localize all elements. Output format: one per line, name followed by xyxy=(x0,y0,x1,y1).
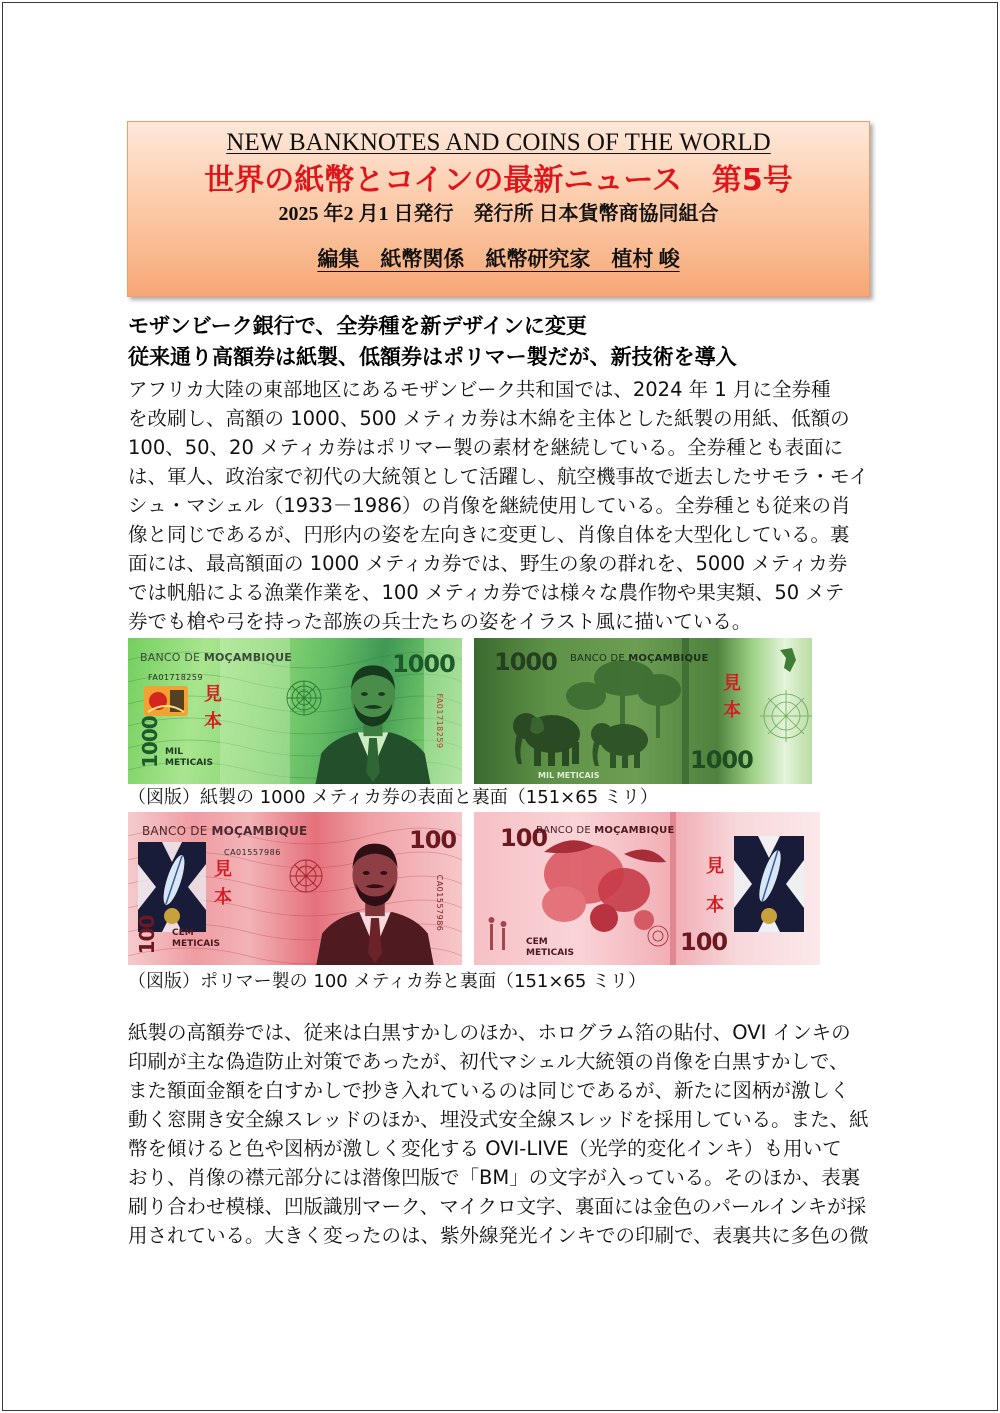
bank-name xyxy=(142,825,307,837)
denomination-numeral: 100 xyxy=(500,824,548,852)
unit-label: MIL METICAIS xyxy=(538,771,600,780)
paragraph-line: は、軍人、政治家で初代の大統領として活躍し、航空機事故で逝去したサモラ・モイ xyxy=(128,465,869,488)
serial-number-vertical: FA01718259 xyxy=(435,693,444,749)
paragraph-line: を改刷し、高額の 1000、500 メティカ券は木綿を主体とした紙製の用紙、低額の xyxy=(128,407,850,430)
paragraph-line: シュ・マシェル（1933－1986）の肖像を継続使用している。全券種とも従来の肖 xyxy=(128,494,851,517)
bank-name-main: MOÇAMBIQUE xyxy=(203,651,292,664)
article-paragraph-1 xyxy=(128,375,868,636)
unit-word-top: CEM xyxy=(172,928,194,938)
gold-circle xyxy=(761,908,777,924)
specimen-mark-top: 見 xyxy=(723,673,741,694)
paragraph-line: 紙製の高額券では、従来は白黒すかしのほか、ホログラム箔の貼付、OVI インキの xyxy=(128,1021,851,1044)
article-subheadline: 従来通り高額券は紙製、低額券はポリマー製だが、新技術を導入 xyxy=(128,345,737,369)
paragraph-line: 100、50、20 メティカ券はポリマー製の素材を継続している。全券種とも表面に xyxy=(128,436,844,459)
masthead-box xyxy=(127,121,870,297)
issue-info: 2025 年2 月1 日発行 発行所 日本貨幣商協同組合 xyxy=(278,203,719,225)
serial-number-vertical: CA01557986 xyxy=(435,874,444,932)
denomination-numeral: 1000 xyxy=(494,648,557,676)
paragraph-line: 用されている。大きく変ったのは、紫外線発光インキでの印刷で、表裏共に多色の微 xyxy=(128,1224,869,1247)
elephant-right xyxy=(591,723,648,768)
banknote-100-front xyxy=(128,812,462,965)
editor-credit: 編集 紙幣関係 紙幣研究家 植村 峻 xyxy=(317,247,680,271)
specimen-mark-top: 見 xyxy=(706,856,724,877)
bank-name-main: MOÇAMBIQUE xyxy=(594,825,675,836)
bank-name-prefix: BANCO DE xyxy=(536,825,591,836)
bank-name-prefix: BANCO DE xyxy=(142,824,208,838)
serial-number: FA01718259 xyxy=(148,673,204,682)
right-panel-pattern xyxy=(760,690,812,742)
paragraph-line: 面には、最高額面の 1000 メティカ券では、野生の象の群れを、5000 メティカ券 xyxy=(128,552,848,575)
serial-number: CA01557986 xyxy=(224,848,281,857)
bank-name xyxy=(140,652,292,663)
banknote-1000-front xyxy=(128,638,462,784)
denomination-numeral-bottom: 1000 xyxy=(690,746,753,774)
elephant-left xyxy=(513,713,580,766)
right-eye xyxy=(380,871,387,875)
article-paragraph-2 xyxy=(128,1018,869,1250)
bank-name-main: MOÇAMBIQUE xyxy=(628,653,709,664)
tribal-figures xyxy=(489,917,507,950)
unit-word-top: MIL xyxy=(165,747,184,757)
article-headline: モザンビーク銀行で、全券種を新デザインに変更 xyxy=(128,314,587,338)
unit-word-bottom: METICAIS xyxy=(172,939,220,949)
left-eye xyxy=(363,871,370,875)
figure-caption-1: （図版）紙製の 1000 メティカ券の表面と裏面（151×65 ミリ） xyxy=(128,787,658,808)
denomination-numeral: 1000 xyxy=(392,650,455,678)
denomination-numeral-bottom: 100 xyxy=(680,928,728,956)
paragraph-line: では帆船による漁業作業を、100 メティカ券では様々な農作物や果実類、50 メテ xyxy=(128,581,845,604)
specimen-mark-top: 見 xyxy=(204,684,222,705)
paragraph-line: おり、肖像の襟元部分には潜像凹版で「BM」の文字が入っている。そのほか、表裏 xyxy=(128,1166,861,1189)
map-icon xyxy=(780,648,796,672)
paragraph-line: 動く窓開き安全線スレッドのほか、埋没式安全線スレッドを採用している。また、紙 xyxy=(128,1108,869,1131)
paragraph-line: また額面金額を白すかしで抄き入れているのは同じであるが、新たに図柄が激しく xyxy=(128,1079,850,1102)
fruit-illustration xyxy=(542,840,666,932)
rosette xyxy=(648,926,668,946)
denomination-vertical: 1000 xyxy=(138,716,162,768)
specimen-mark-bottom: 本 xyxy=(706,895,724,916)
bank-name xyxy=(570,654,709,664)
specimen-mark-bottom: 本 xyxy=(723,700,741,721)
clear-window xyxy=(734,836,804,932)
unit-word-bottom: METICAIS xyxy=(165,758,213,768)
masthead-title-english: NEW BANKNOTES AND COINS OF THE WORLD xyxy=(226,129,771,156)
right-eye xyxy=(378,692,385,696)
paragraph-line: アフリカ大陸の東部地区にあるモザンビーク共和国では、2024 年 1 月に全券種 xyxy=(128,378,831,401)
specimen-mark-top: 見 xyxy=(214,859,232,880)
paragraph-line: 幣を傾けると色や図柄が激しく変化する OVI-LIVE（光学的変化インキ）も用いて xyxy=(128,1137,842,1160)
specimen-mark-bottom: 本 xyxy=(204,711,222,732)
coat-of-arms-emblem xyxy=(144,686,188,716)
bank-name-prefix: BANCO DE xyxy=(140,651,201,664)
bank-name xyxy=(536,826,675,836)
gold-circle xyxy=(164,908,180,924)
figure-caption-2: （図版）ポリマー製の 100 メティカ券と裏面（151×65 ミリ） xyxy=(128,971,647,992)
unit-word-top: CEM xyxy=(526,937,548,947)
denomination-vertical: 100 xyxy=(135,915,159,955)
paragraph-line: 像と同じであるが、円形内の姿を左向きに変更し、肖像自体を大型化している。裏 xyxy=(128,523,850,546)
paragraph-line: 券でも槍や弓を持った部族の兵士たちの姿をイラスト風に描いている。 xyxy=(128,610,752,633)
bank-name-prefix: BANCO DE xyxy=(570,653,625,664)
denomination-numeral: 100 xyxy=(409,826,457,854)
masthead-title-japanese: 世界の紙幣とコインの最新ニュース 第5号 xyxy=(204,163,793,198)
left-eye xyxy=(361,692,368,696)
specimen-mark-bottom: 本 xyxy=(214,887,232,908)
banknote-100-back xyxy=(474,812,820,965)
paragraph-line: 刷り合わせ模様、凹版識別マーク、マイクロ文字、裏面には金色のパールインキが採 xyxy=(128,1195,867,1218)
banknote-1000-back xyxy=(474,638,812,784)
unit-word-bottom: METICAIS xyxy=(526,948,574,958)
paragraph-line: 印刷が主な偽造防止対策であったが、初代マシェル大統領の肖像を白黒すかしで、 xyxy=(128,1050,849,1073)
bank-name-main: MOÇAMBIQUE xyxy=(211,824,308,838)
